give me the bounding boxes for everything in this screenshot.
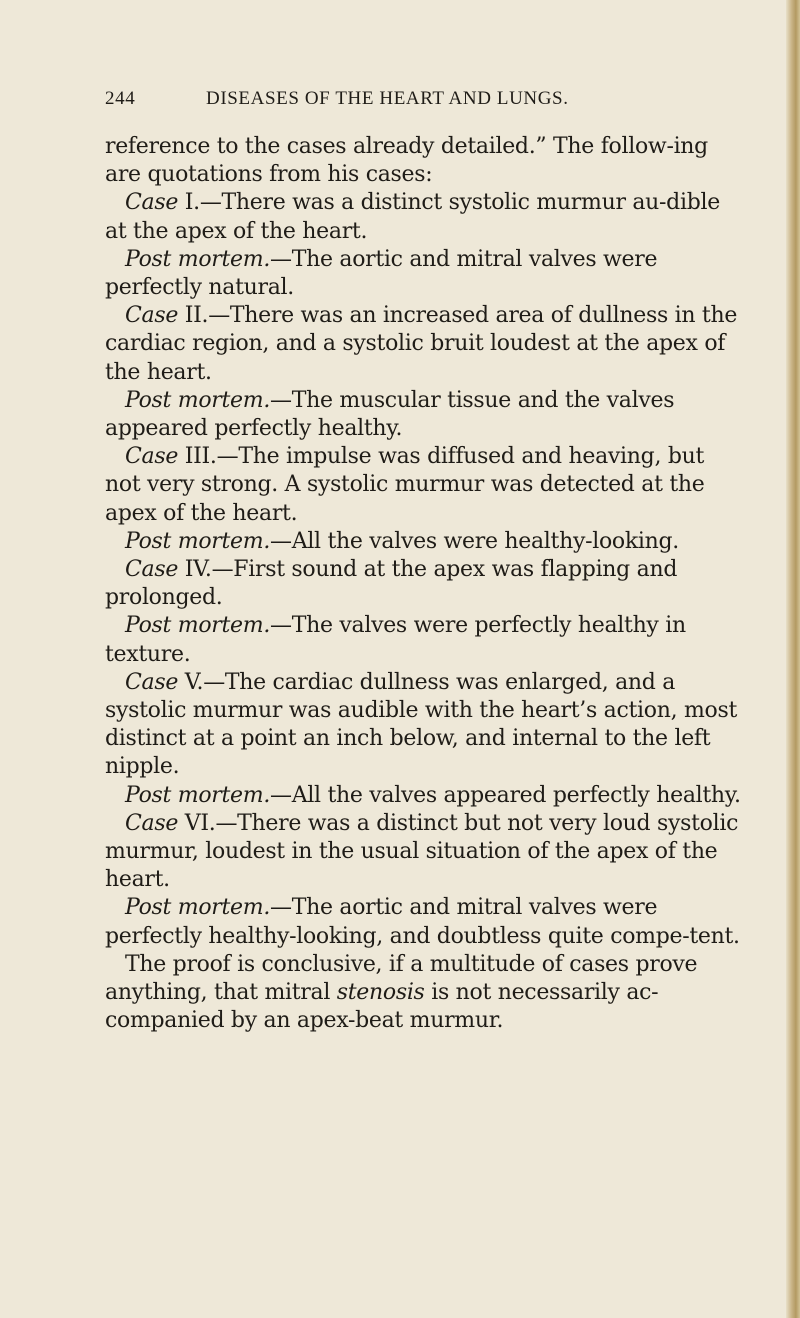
case-5-numeral: V. xyxy=(178,669,204,695)
post-mortem-4-label: Post mortem. xyxy=(125,613,271,639)
case-1-text: —There was a distinct systolic murmur au-dible at the apex of the heart. xyxy=(105,190,720,244)
post-mortem-6-paragraph xyxy=(105,894,745,950)
conclusion-emphasis: stenosis xyxy=(336,980,425,1006)
post-mortem-5-label: Post mortem. xyxy=(125,782,271,808)
case-2-numeral: II. xyxy=(178,303,209,329)
case-4-numeral: IV. xyxy=(178,557,212,583)
case-2-label: Case xyxy=(125,303,179,329)
opening-paragraph xyxy=(105,133,745,189)
running-head xyxy=(105,88,745,116)
post-mortem-3-text: —All the valves were healthy-looking. xyxy=(270,528,679,554)
post-mortem-4-paragraph xyxy=(105,612,745,668)
post-mortem-1-text: —The aortic and mitral valves were perfectly natural. xyxy=(105,246,658,301)
conclusion-paragraph xyxy=(105,951,745,1036)
post-mortem-6-text: —The aortic and mitral valves were perfectly healthy-looking, and doubtless quite compe-tent. xyxy=(105,895,740,949)
post-mortem-6-label: Post mortem. xyxy=(125,895,271,921)
case-3-label: Case xyxy=(125,444,179,470)
case-5-label: Case xyxy=(125,669,179,695)
case-3-numeral: III. xyxy=(178,444,217,470)
case-3-paragraph xyxy=(105,443,745,528)
opening-text: reference to the cases already detailed.” The follow-ing are quotations from his cases: xyxy=(105,134,708,188)
case-1-label: Case xyxy=(125,190,179,216)
conclusion-text-after: is not necessarily ac-companied by an apex-beat murmur. xyxy=(105,980,659,1034)
text-block xyxy=(105,133,745,1036)
page-edge xyxy=(786,0,800,1318)
post-mortem-3-label: Post mortem. xyxy=(125,528,271,554)
page-number: 244 xyxy=(105,88,136,109)
case-2-paragraph xyxy=(105,302,745,387)
case-4-label: Case xyxy=(125,557,179,583)
post-mortem-2-text: —The muscular tissue and the valves appeared perfectly healthy. xyxy=(105,387,675,442)
post-mortem-3-paragraph xyxy=(105,528,745,556)
post-mortem-5-paragraph xyxy=(105,782,745,810)
case-2-text: —There was an increased area of dullness in the cardiac region, and a systolic bruit loudest at the apex of the heart. xyxy=(105,303,738,385)
post-mortem-2-label: Post mortem. xyxy=(125,387,271,413)
case-1-paragraph xyxy=(105,189,745,245)
header-title: DISEASES OF THE HEART AND LUNGS. xyxy=(206,88,569,109)
post-mortem-5-text: —All the valves appeared perfectly healthy. xyxy=(270,782,741,808)
post-mortem-4-text: —The valves were perfectly healthy in texture. xyxy=(105,613,686,667)
case-4-paragraph xyxy=(105,556,745,612)
post-mortem-1-label: Post mortem. xyxy=(125,246,271,272)
case-6-paragraph xyxy=(105,810,745,895)
case-6-text: —There was a distinct but not very loud systolic murmur, loudest in the usual situation of the apex of the heart. xyxy=(105,810,739,893)
case-4-text: —First sound at the apex was flapping and prolonged. xyxy=(105,557,678,611)
conclusion-text-before: The proof is conclusive, if a multitude of cases prove anything, that mitral xyxy=(105,951,698,1006)
case-6-label: Case xyxy=(125,810,179,836)
case-6-numeral: VI. xyxy=(178,810,216,836)
post-mortem-2-paragraph xyxy=(105,387,745,443)
case-5-paragraph xyxy=(105,669,745,782)
post-mortem-1-paragraph xyxy=(105,246,745,302)
case-3-text: —The impulse was diffused and heaving, but not very strong. A systolic murmur was detected at the apex of the heart. xyxy=(105,444,705,526)
case-5-text: —The cardiac dullness was enlarged, and a systolic murmur was audible with the heart’s action, most distinct at a point an inch below, and internal to the left nipple. xyxy=(105,669,738,780)
case-1-numeral: I. xyxy=(178,190,200,216)
